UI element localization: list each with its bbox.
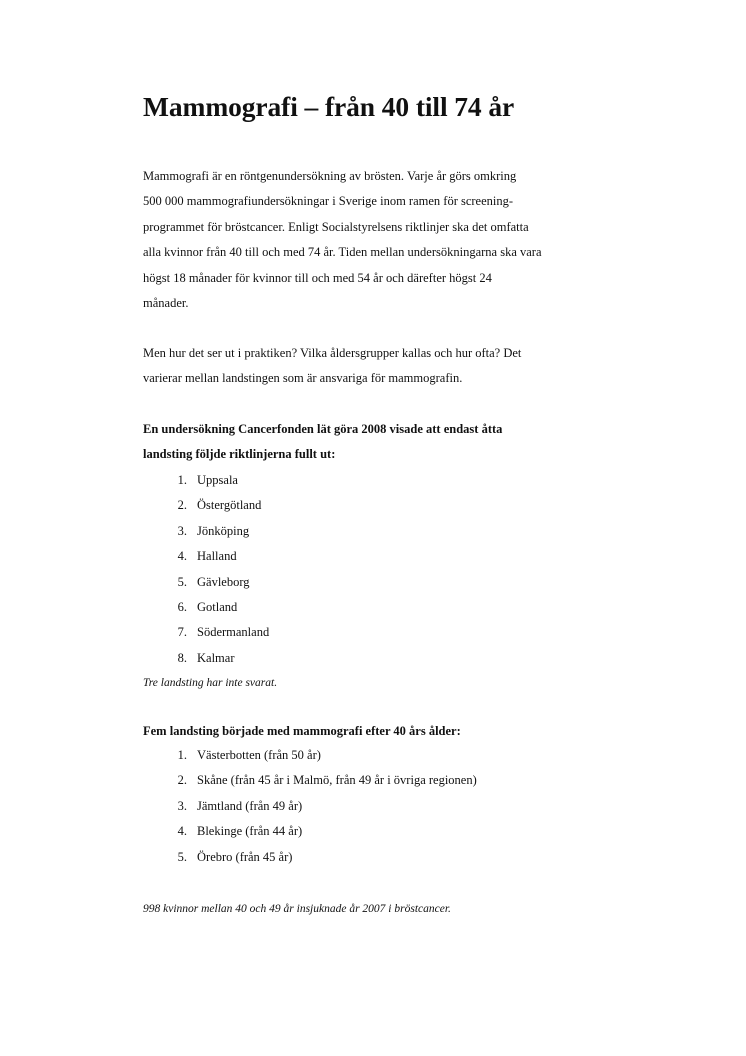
document-page (143, 88, 613, 915)
list-item (143, 595, 269, 620)
list-item-text: Östergötland (197, 498, 262, 513)
list-number: 7. (177, 625, 187, 640)
list-number: 4. (177, 824, 187, 839)
list-item-text: Örebro (från 45 år) (197, 849, 293, 864)
list-item (143, 743, 477, 768)
section-a-heading-line: landsting följde riktlinjerna fullt ut: (143, 447, 336, 462)
list-item-text: Halland (197, 549, 237, 564)
list-item (143, 794, 477, 819)
list-number: 4. (177, 549, 187, 564)
list-item-text: Södermanland (197, 625, 270, 640)
list-number: 1. (177, 473, 187, 487)
list-item-text: Gävleborg (197, 574, 250, 589)
list-number: 3. (177, 523, 187, 538)
list-item (143, 570, 269, 595)
list-number: 5. (177, 849, 187, 864)
footer-note: 998 kvinnor mellan 40 och 49 år insjuknade år 2007 i bröstcancer. (143, 903, 451, 915)
compliant-landsting-list (143, 468, 269, 671)
list-number: 8. (177, 650, 187, 665)
list-item (143, 519, 269, 544)
list-number: 5. (177, 574, 187, 589)
intro-line: programmet för bröstcancer. Enligt Socialstyrelsens riktlinjer ska det omfatta (143, 219, 529, 234)
list-number: 6. (177, 600, 187, 615)
list-item-text: Västerbotten (från 50 år) (197, 748, 321, 762)
list-item-text: Jämtland (från 49 år) (197, 798, 303, 813)
list-item-text: Blekinge (från 44 år) (197, 824, 303, 839)
intro-paragraph (143, 164, 613, 316)
list-item (143, 544, 269, 569)
list-item-text: Skåne (från 45 år i Malmö, från 49 år i övriga regionen) (197, 773, 477, 788)
list-item (143, 646, 269, 671)
list-item (143, 493, 269, 518)
list-item-text: Kalmar (197, 650, 235, 665)
list-item-text: Uppsala (197, 473, 238, 487)
section-b-heading: Fem landsting började med mammografi efter 40 års ålder: (143, 724, 461, 738)
list-item-text: Gotland (197, 600, 238, 615)
intro-line: 500 000 mammografiundersökningar i Sverige inom ramen för screening- (143, 194, 514, 209)
intro-line: högst 18 månader för kvinnor till och med 54 år och därefter högst 24 (143, 270, 492, 285)
list-item (143, 845, 477, 870)
practice-paragraph (143, 341, 613, 392)
intro-line: alla kvinnor från 40 till och med 74 år. Tiden mellan undersökningarna ska vara (143, 245, 542, 260)
list-number: 3. (177, 798, 187, 813)
practice-line: varierar mellan landstingen som är ansvariga för mammografin. (143, 371, 463, 386)
list-number: 1. (177, 748, 187, 762)
list-item-text: Jönköping (197, 523, 250, 538)
no-answer-note: Tre landsting har inte svarat. (143, 677, 278, 689)
late-start-landsting-list (143, 743, 477, 870)
page-title: Mammografi – från 40 till 74 år (143, 91, 515, 122)
practice-line: Men hur det ser ut i praktiken? Vilka åldersgrupper kallas och hur ofta? Det (143, 346, 522, 360)
intro-line: månader. (143, 296, 189, 311)
list-item (143, 468, 269, 493)
list-item (143, 620, 269, 645)
list-item (143, 768, 477, 793)
list-number: 2. (177, 773, 187, 788)
list-item (143, 819, 477, 844)
intro-line: Mammografi är en röntgenundersökning av brösten. Varje år görs omkring (143, 169, 517, 183)
section-a-heading-line: En undersökning Cancerfonden lät göra 2008 visade att endast åtta (143, 422, 503, 436)
list-number: 2. (177, 498, 187, 513)
section-a-heading (143, 417, 613, 468)
